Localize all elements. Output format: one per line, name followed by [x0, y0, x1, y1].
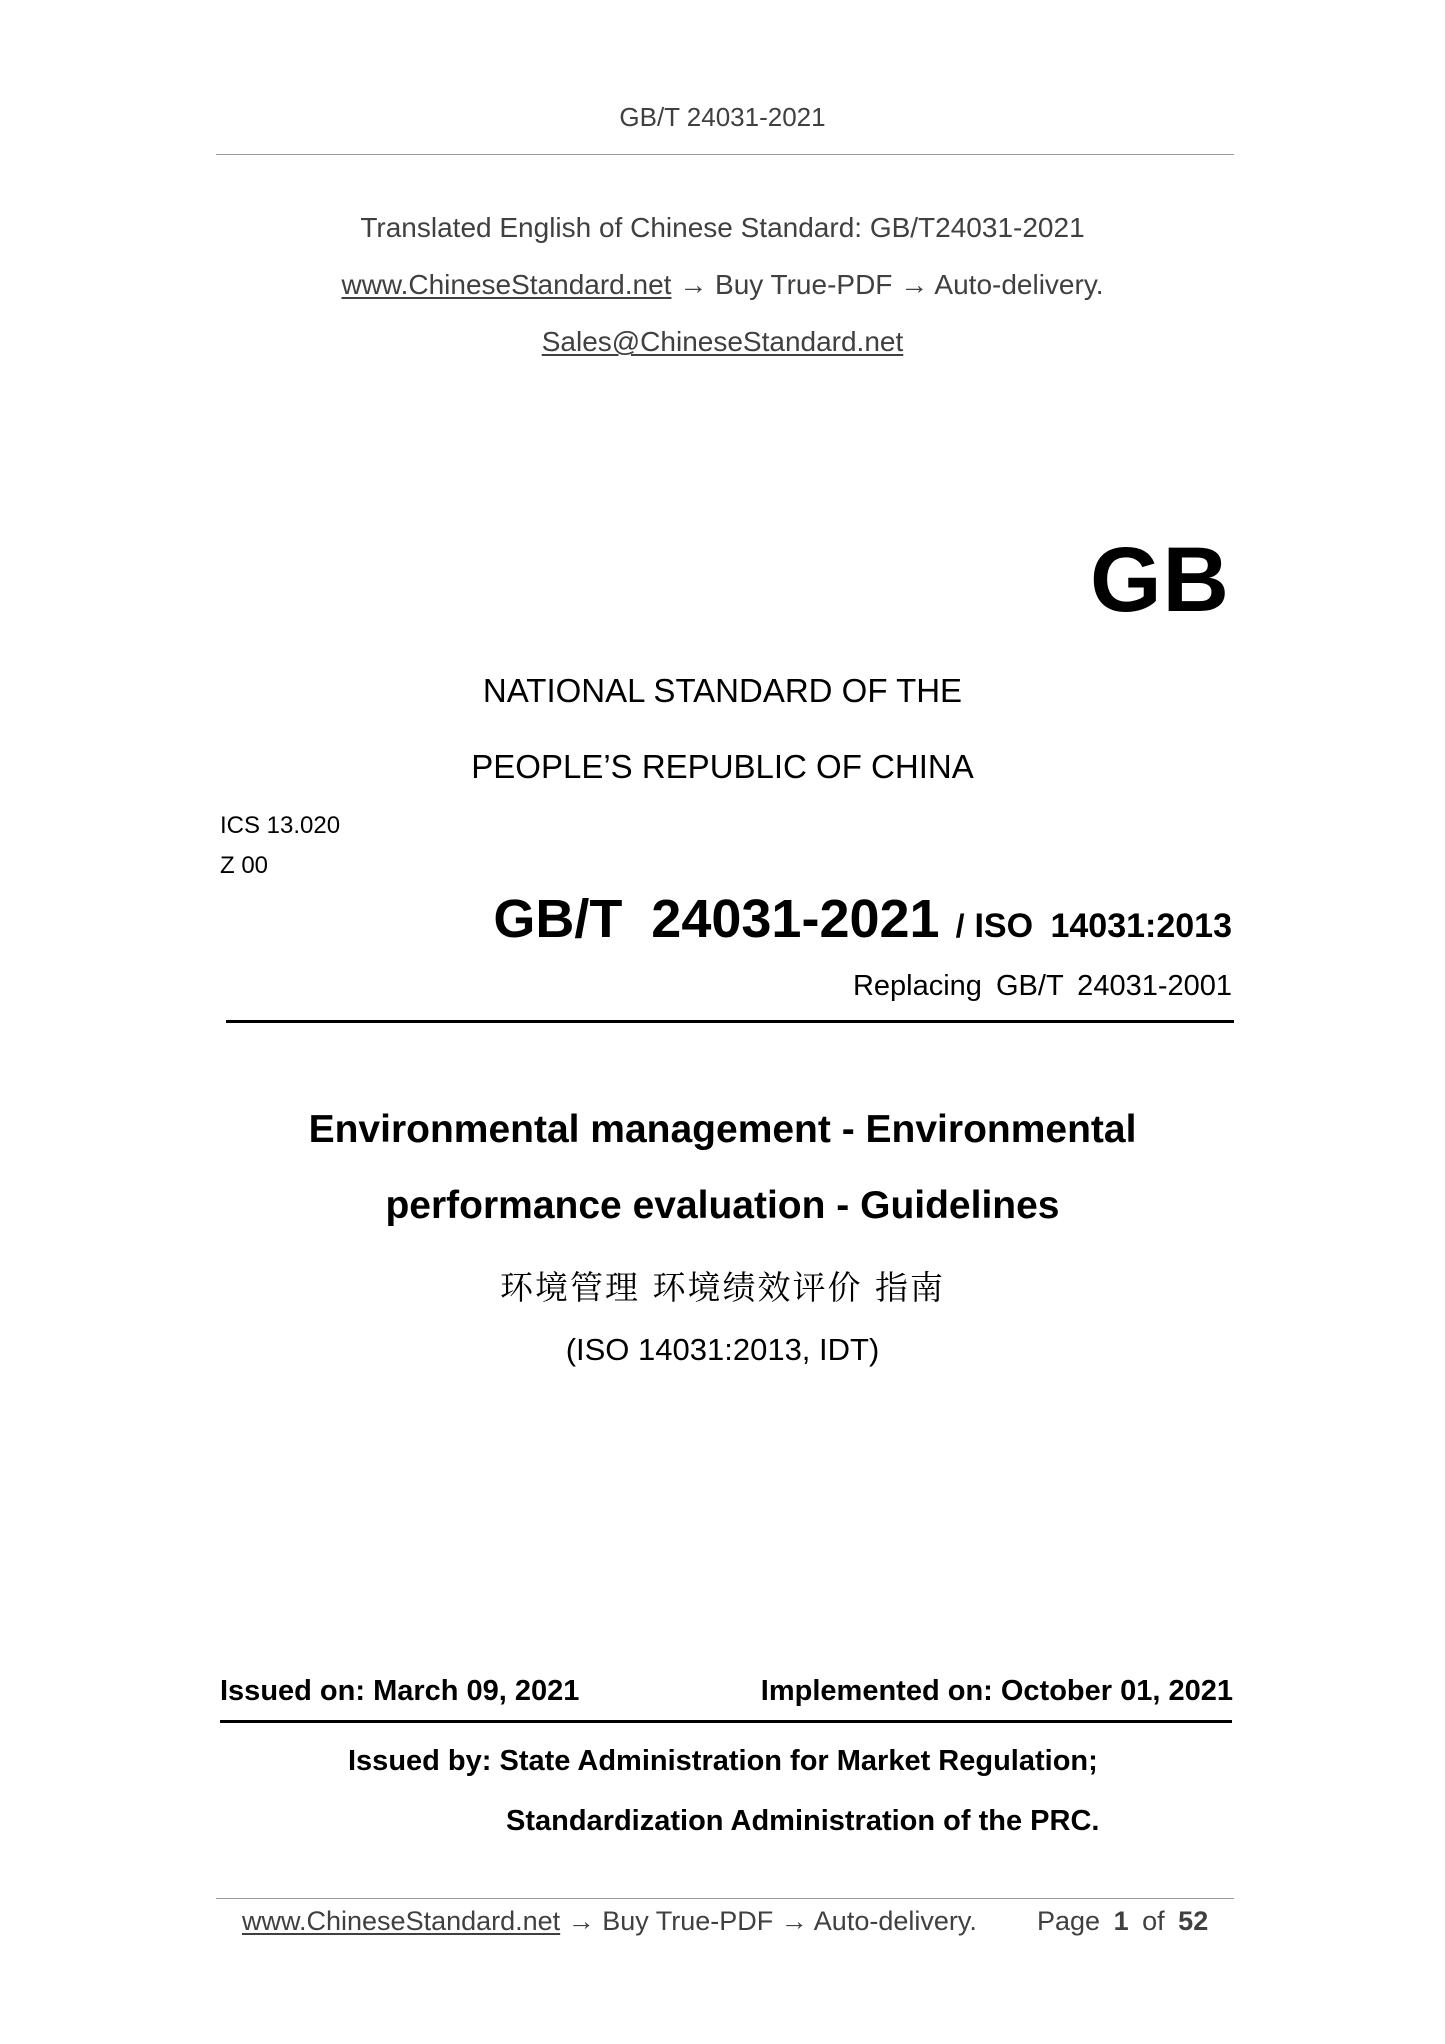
translation-notice: Translated English of Chinese Standard: GB/T24031-2021 — [360, 212, 1085, 243]
page-total: 52 — [1178, 1906, 1209, 1936]
arrow-right-icon: → — [900, 269, 929, 300]
footer-buy-text: Buy True-PDF — [602, 1906, 774, 1936]
buy-true-pdf-text: Buy True-PDF — [715, 269, 893, 300]
page-indicator — [1037, 1906, 1208, 1937]
footer-promo — [242, 1906, 977, 1937]
issued-by-line-1: Issued by: State Administration for Market Regulation; — [348, 1745, 1098, 1777]
ccs-code: Z 00 — [220, 852, 269, 879]
gb-logo: GB — [1090, 529, 1230, 631]
replacing-note: Replacing GB/T 24031-2001 — [852, 970, 1232, 1002]
national-standard-line-2: PEOPLE’S REPUBLIC OF CHINA — [471, 748, 974, 785]
page-label: Page — [1037, 1906, 1101, 1936]
page-current: 1 — [1113, 1906, 1129, 1936]
title-english-line-1: Environmental management - Environmental — [308, 1108, 1137, 1151]
site-link[interactable]: www.ChineseStandard.net — [341, 269, 672, 300]
ics-code: ICS 13.020 — [220, 812, 341, 839]
footer-site-link[interactable]: www.ChineseStandard.net — [242, 1906, 561, 1936]
slash-separator: / — [955, 908, 965, 944]
standard-number-line — [493, 888, 1232, 950]
header-divider — [216, 154, 1234, 155]
dates-divider — [220, 1720, 1232, 1723]
iso-number: ISO 14031:2013 — [974, 907, 1232, 945]
arrow-right-icon: → — [567, 1906, 595, 1936]
title-chinese: 环境管理 环境绩效评价 指南 — [500, 1268, 945, 1307]
footer-delivery-text: Auto-delivery. — [813, 1906, 977, 1936]
title-divider — [226, 1020, 1234, 1023]
implemented-on-date: Implemented on: October 01, 2021 — [760, 1675, 1233, 1707]
auto-delivery-text: Auto-delivery. — [934, 269, 1104, 300]
sales-email-line — [0, 326, 1445, 358]
title-english-line-2: performance evaluation - Guidelines — [385, 1184, 1060, 1227]
issued-on-date: Issued on: March 09, 2021 — [220, 1675, 580, 1707]
arrow-right-icon: → — [679, 269, 708, 300]
running-header: GB/T 24031-2021 — [619, 102, 826, 132]
promo-line — [0, 269, 1445, 301]
iso-equivalence: (ISO 14031:2013, IDT) — [565, 1332, 880, 1367]
issued-by-line-2: Standardization Administration of the PRC. — [506, 1805, 1100, 1837]
sales-email-link[interactable]: Sales@ChineseStandard.net — [541, 326, 904, 357]
page-of: of — [1142, 1906, 1165, 1936]
standard-number: GB/T 24031-2021 — [493, 889, 940, 949]
footer-divider — [216, 1898, 1234, 1899]
arrow-right-icon: → — [780, 1906, 808, 1936]
national-standard-line-1: NATIONAL STANDARD OF THE — [482, 672, 963, 709]
